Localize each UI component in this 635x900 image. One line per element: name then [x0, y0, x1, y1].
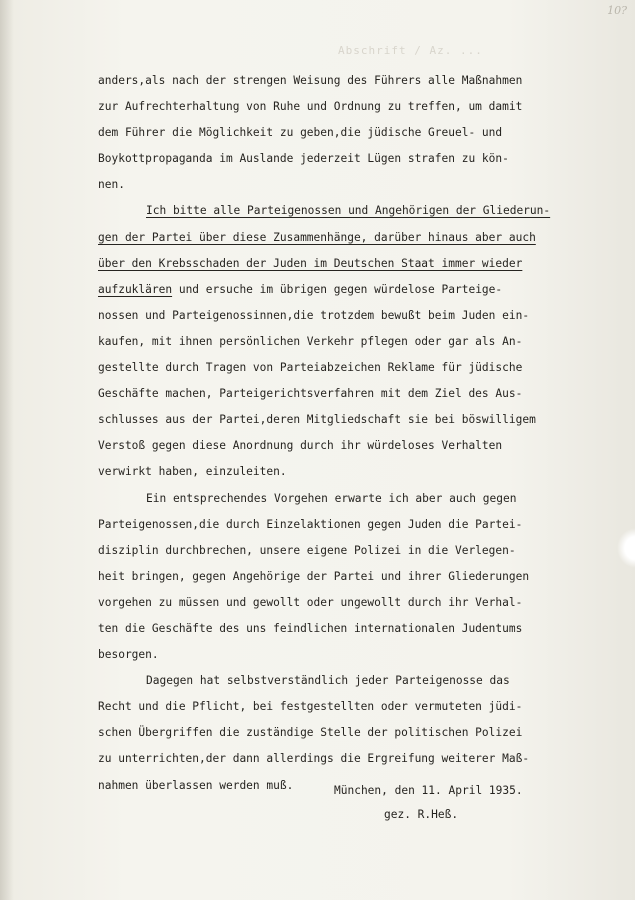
typed-letter-body — [98, 68, 618, 799]
text-line: anders,als nach der strengen Weisung des Führers alle Maßnahmen — [98, 74, 523, 87]
paragraph-start-line: Dagegen hat selbstverständlich jeder Parteigenosse das — [146, 674, 510, 688]
place-and-date: München, den 11. April 1935. — [334, 784, 523, 797]
text-line — [98, 225, 618, 251]
paragraph-start-line: Ein entsprechendes Vorgehen erwarte ich aber auch gegen — [146, 491, 517, 505]
text-line: Recht und die Pflicht, bei festgestellten oder vermuteten jüdi- — [98, 700, 523, 714]
text-line: kaufen, mit ihnen persönlichen Verkehr pflegen oder gar als An- — [98, 334, 523, 348]
underlined-text: über den Krebsschaden der Juden im Deutschen Staat immer wieder — [98, 256, 523, 270]
text-line: besorgen. — [98, 648, 159, 662]
text-line: nen. — [98, 178, 125, 192]
text-line: vorgehen zu müssen und gewollt oder ungewollt durch ihr Verhal- — [98, 595, 523, 609]
underlined-text: gen der Partei über diese Zusammenhänge, darüber hinaus aber auch — [98, 230, 536, 244]
text-line: Parteigenossen,die durch Einzelaktionen gegen Juden die Partei- — [98, 517, 523, 531]
page-edge-tear — [617, 528, 635, 568]
page-fold-shadow — [0, 0, 14, 900]
text-line: zu unterrichten,der dann allerdings die Ergreifung weiterer Maß- — [98, 752, 530, 766]
underlined-text: Ich bitte alle Parteigenossen und Angehörigen der Gliederun- — [146, 204, 551, 218]
paragraph-start-line — [98, 198, 618, 224]
underlined-text: aufzuklären — [98, 282, 173, 296]
text-line: zur Aufrechterhaltung von Ruhe und Ordnung zu treffen, um damit — [98, 100, 523, 114]
text-line: Geschäfte machen, Parteigerichtsverfahren mit dem Ziel des Aus- — [98, 387, 523, 401]
text-line: schen Übergriffen die zuständige Stelle der politischen Polizei — [98, 726, 523, 740]
text-line: ten die Geschäfte des uns feindlichen internationalen Judentums — [98, 621, 523, 635]
text-line: Verstoß gegen diese Anordnung durch ihr würdeloses Verhalten — [98, 439, 503, 453]
text-line — [98, 251, 618, 277]
text-fragment: und ersuche im übrigen gegen würdelose Parteige- — [172, 282, 503, 296]
pencil-page-mark: 10? — [607, 4, 627, 17]
text-line: dem Führer die Möglichkeit zu geben,die jüdische Greuel- und — [98, 126, 503, 140]
signature-name: gez. R.Heß. — [384, 808, 459, 821]
text-line: nossen und Parteigenossinnen,die trotzdem bewußt beim Juden ein- — [98, 308, 530, 322]
text-line: heit bringen, gegen Angehörige der Partei und ihrer Gliederungen — [98, 569, 530, 583]
text-line: Boykottpropaganda im Auslande jederzeit Lügen strafen zu kön- — [98, 152, 509, 166]
text-line: verwirkt haben, einzuleiten. — [98, 465, 287, 479]
text-line: nahmen überlassen werden muß. — [98, 778, 294, 792]
text-line — [98, 277, 618, 303]
text-line: schlusses aus der Partei,deren Mitgliedschaft sie bei böswilligem — [98, 413, 536, 427]
text-line: disziplin durchbrechen, unsere eigene Polizei in die Verlegen- — [98, 543, 516, 557]
text-line: gestellte durch Tragen von Parteiabzeichen Reklame für jüdische — [98, 361, 523, 375]
faint-bleedthrough-reference: Abschrift / Az. ... — [338, 44, 483, 57]
